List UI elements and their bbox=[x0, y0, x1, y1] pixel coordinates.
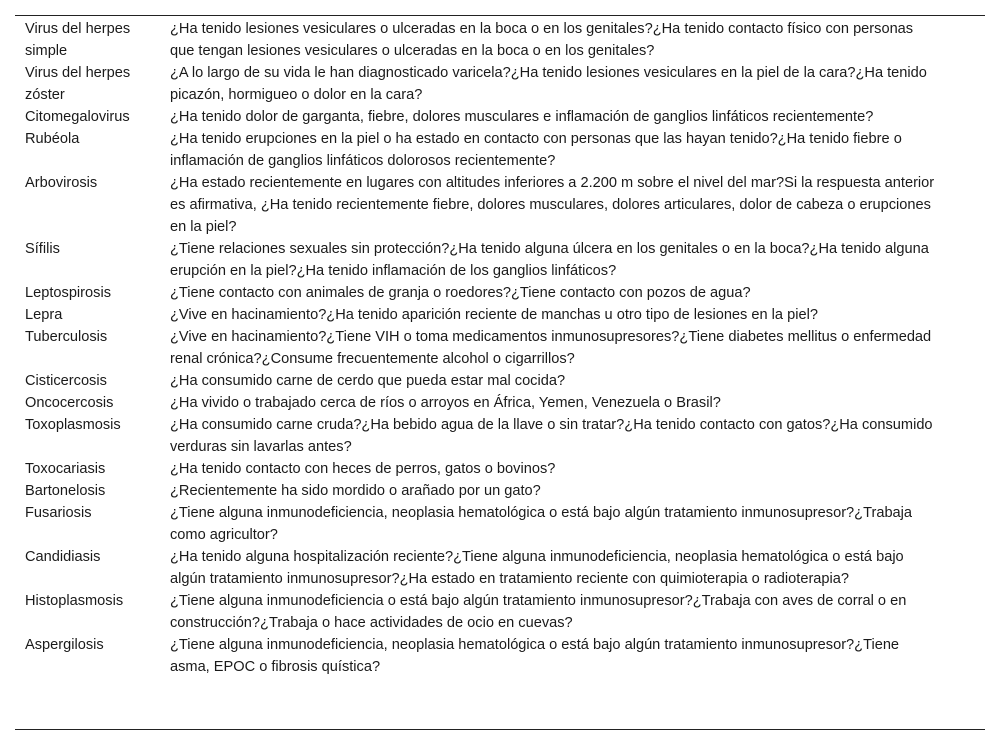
disease-name: Aspergilosis bbox=[25, 637, 104, 653]
questions-cell bbox=[170, 370, 975, 392]
screening-questions: ¿Ha tenido erupciones en la piel o ha estado en contacto con personas que las hayan tenido?¿Ha tenido fiebre o inflamación de ganglios linfáticos dolorosos recientemente? bbox=[170, 131, 902, 169]
screening-questions: ¿Ha tenido lesiones vesiculares o ulceradas en la boca o en los genitales?¿Ha tenido contacto físico con personas que tengan lesiones vesiculares o ulceradas en la boca o en los genitales? bbox=[170, 21, 914, 59]
table-row bbox=[15, 392, 975, 414]
questions-cell bbox=[170, 128, 975, 172]
disease-cell bbox=[15, 238, 170, 282]
table-row bbox=[15, 458, 975, 480]
table-row bbox=[15, 282, 975, 304]
disease-cell bbox=[15, 458, 170, 480]
questions-cell bbox=[170, 414, 975, 458]
disease-name: Virus del herpes zóster bbox=[25, 65, 131, 103]
disease-cell bbox=[15, 634, 170, 678]
screening-questions: ¿Vive en hacinamiento?¿Ha tenido aparición reciente de manchas u otro tipo de lesiones en la piel? bbox=[170, 307, 818, 323]
table-row bbox=[15, 590, 975, 634]
screening-questions: ¿Tiene alguna inmunodeficiencia, neoplasia hematológica o está bajo algún tratamiento inmunosupresor?¿Trabaja como agricultor? bbox=[170, 505, 913, 543]
table-row bbox=[15, 326, 975, 370]
screening-questions: ¿Tiene alguna inmunodeficiencia, neoplasia hematológica o está bajo algún tratamiento inmunosupresor?¿Tiene asma, EPOC o fibrosis quística? bbox=[170, 637, 900, 675]
questions-cell bbox=[170, 282, 975, 304]
disease-name: Leptospirosis bbox=[25, 285, 111, 301]
disease-name: Rubéola bbox=[25, 131, 80, 147]
disease-name: Citomegalovirus bbox=[25, 109, 130, 125]
questions-cell bbox=[170, 458, 975, 480]
screening-questions: ¿Ha estado recientemente en lugares con altitudes inferiores a 2.200 m sobre el nivel del mar?Si la respuesta anterior es afirmativa, ¿Ha tenido recientemente fiebre, dolores musculares, dolores articulares, dolor de cabeza o erupciones en la piel? bbox=[170, 175, 935, 235]
table-top-rule bbox=[15, 15, 985, 16]
disease-cell bbox=[15, 62, 170, 106]
table-row bbox=[15, 106, 975, 128]
disease-name: Tuberculosis bbox=[25, 329, 108, 345]
disease-name: Cisticercosis bbox=[25, 373, 107, 389]
table-body bbox=[15, 18, 975, 678]
disease-cell bbox=[15, 546, 170, 590]
questions-cell bbox=[170, 238, 975, 282]
disease-cell bbox=[15, 18, 170, 62]
disease-cell bbox=[15, 370, 170, 392]
disease-name: Toxoplasmosis bbox=[25, 417, 121, 433]
table-row bbox=[15, 238, 975, 282]
disease-name: Bartonelosis bbox=[25, 483, 106, 499]
disease-cell bbox=[15, 326, 170, 370]
disease-cell bbox=[15, 480, 170, 502]
disease-name: Arbovirosis bbox=[25, 175, 98, 191]
disease-name: Fusariosis bbox=[25, 505, 92, 521]
screening-questions: ¿A lo largo de su vida le han diagnosticado varicela?¿Ha tenido lesiones vesiculares en la piel de la cara?¿Ha tenido picazón, hormigueo o dolor en la cara? bbox=[170, 65, 927, 103]
questions-cell bbox=[170, 634, 975, 678]
questions-cell bbox=[170, 480, 975, 502]
table-row bbox=[15, 304, 975, 326]
screening-questions: ¿Ha tenido dolor de garganta, fiebre, dolores musculares e inflamación de ganglios linfáticos recientemente? bbox=[170, 109, 874, 125]
disease-cell bbox=[15, 304, 170, 326]
table-row bbox=[15, 414, 975, 458]
table-row bbox=[15, 480, 975, 502]
questions-cell bbox=[170, 304, 975, 326]
questions-cell bbox=[170, 18, 975, 62]
questions-cell bbox=[170, 502, 975, 546]
table-row bbox=[15, 370, 975, 392]
disease-cell bbox=[15, 106, 170, 128]
screening-questions: ¿Ha consumido carne cruda?¿Ha bebido agua de la llave o sin tratar?¿Ha tenido contacto con gatos?¿Ha consumido verduras sin lavarlas antes? bbox=[170, 417, 933, 455]
table-row bbox=[15, 634, 975, 678]
disease-cell bbox=[15, 282, 170, 304]
disease-cell bbox=[15, 392, 170, 414]
disease-cell bbox=[15, 590, 170, 634]
disease-name: Lepra bbox=[25, 307, 63, 323]
table-row bbox=[15, 62, 975, 106]
questions-cell bbox=[170, 172, 975, 238]
screening-questions: ¿Ha tenido alguna hospitalización reciente?¿Tiene alguna inmunodeficiencia, neoplasia hematológica o está bajo algún tratamiento inmunosupresor?¿Ha estado en tratamiento reciente con quimioterapia o radioterapia? bbox=[170, 549, 904, 587]
screening-questions: ¿Ha vivido o trabajado cerca de ríos o arroyos en África, Yemen, Venezuela o Brasil? bbox=[170, 395, 721, 411]
disease-name: Candidiasis bbox=[25, 549, 101, 565]
questions-cell bbox=[170, 590, 975, 634]
disease-name: Virus del herpes simple bbox=[25, 21, 131, 59]
table-row bbox=[15, 18, 975, 62]
disease-name: Histoplasmosis bbox=[25, 593, 124, 609]
table-row bbox=[15, 172, 975, 238]
disease-name: Toxocariasis bbox=[25, 461, 106, 477]
disease-cell bbox=[15, 502, 170, 546]
screening-questions: ¿Recientemente ha sido mordido o arañado por un gato? bbox=[170, 483, 541, 499]
disease-name: Oncocercosis bbox=[25, 395, 114, 411]
table-row bbox=[15, 128, 975, 172]
table-row bbox=[15, 502, 975, 546]
questions-cell bbox=[170, 62, 975, 106]
questions-cell bbox=[170, 546, 975, 590]
screening-questions: ¿Ha consumido carne de cerdo que pueda estar mal cocida? bbox=[170, 373, 566, 389]
table-bottom-rule bbox=[15, 729, 985, 730]
screening-questions: ¿Tiene alguna inmunodeficiencia o está bajo algún tratamiento inmunosupresor?¿Trabaja con aves de corral o en construcción?¿Trabaja o hace actividades de ocio en cuevas? bbox=[170, 593, 907, 631]
questions-cell bbox=[170, 106, 975, 128]
table-row bbox=[15, 546, 975, 590]
screening-questions: ¿Ha tenido contacto con heces de perros, gatos o bovinos? bbox=[170, 461, 556, 477]
disease-cell bbox=[15, 128, 170, 172]
screening-questions: ¿Vive en hacinamiento?¿Tiene VIH o toma medicamentos inmunosupresores?¿Tiene diabetes mellitus o enfermedad renal crónica?¿Consume frecuentemente alcohol o cigarrillos? bbox=[170, 329, 932, 367]
disease-cell bbox=[15, 172, 170, 238]
screening-questions-table bbox=[15, 18, 975, 678]
screening-questions: ¿Tiene contacto con animales de granja o roedores?¿Tiene contacto con pozos de agua? bbox=[170, 285, 751, 301]
disease-name: Sífilis bbox=[25, 241, 60, 257]
screening-questions: ¿Tiene relaciones sexuales sin protección?¿Ha tenido alguna úlcera en los genitales o en la boca?¿Ha tenido alguna erupción en la piel?¿Ha tenido inflamación de los ganglios linfáticos? bbox=[170, 241, 929, 279]
disease-cell bbox=[15, 414, 170, 458]
questions-cell bbox=[170, 326, 975, 370]
questions-cell bbox=[170, 392, 975, 414]
